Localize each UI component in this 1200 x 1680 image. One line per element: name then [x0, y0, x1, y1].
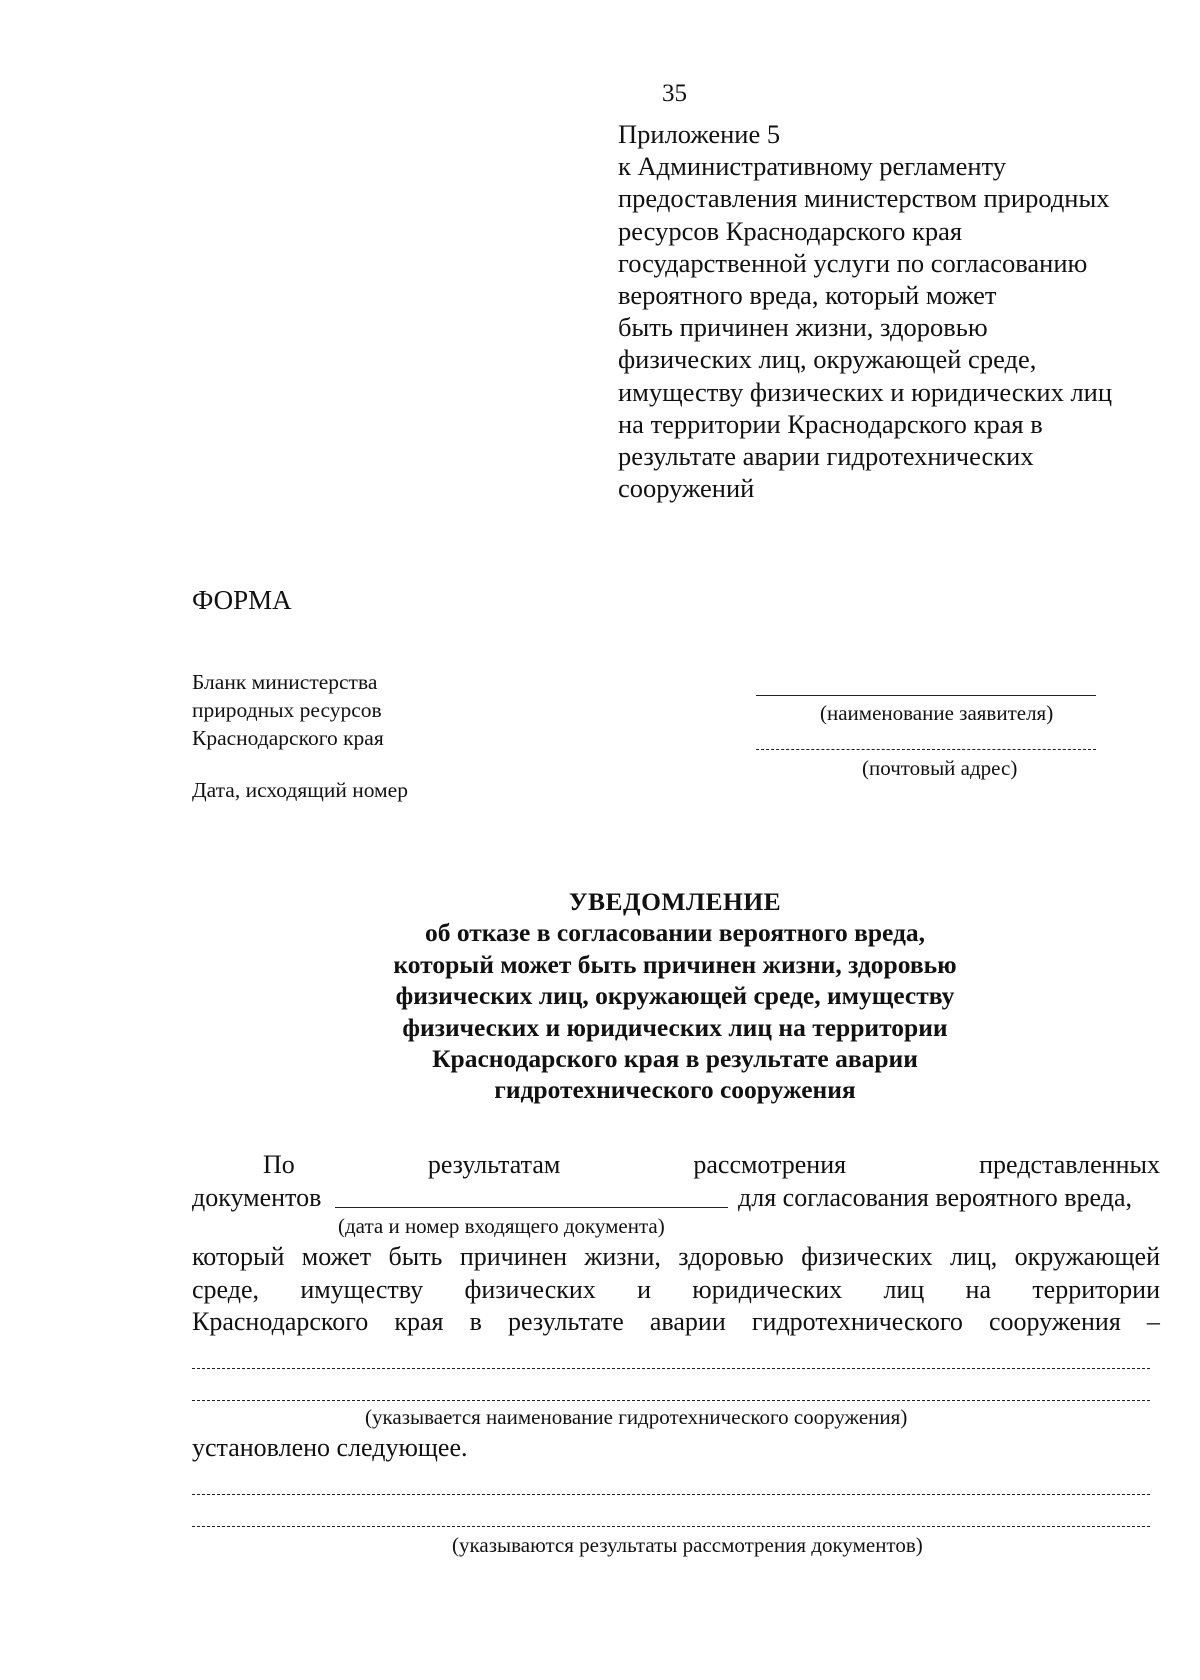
body-word: – — [1146, 1307, 1160, 1336]
body-word: лиц, — [949, 1242, 998, 1271]
body-word: результате — [508, 1307, 624, 1336]
body-word: физических — [464, 1275, 596, 1304]
body-word: края — [394, 1307, 444, 1336]
results-caption: (указываются результаты рассмотрения документов) — [452, 1533, 923, 1557]
notice-title-line: который может быть причинен жизни, здоровью — [393, 949, 957, 979]
body-word: юридических — [692, 1275, 843, 1304]
incoming-document-line — [335, 1207, 728, 1208]
notice-title-line: Краснодарского края в результате аварии — [432, 1044, 918, 1074]
date-outgoing-number: Дата, исходящий номер — [192, 778, 408, 802]
body-word: гидротехнического — [751, 1307, 963, 1336]
incoming-document-caption: (дата и номер входящего документа) — [338, 1214, 665, 1238]
appendix-line: физических лиц, окружающей среде, — [618, 344, 1037, 375]
appendix-line: быть причинен жизни, здоровью — [618, 312, 988, 343]
appendix-line: ресурсов Краснодарского края — [618, 215, 963, 246]
body-line-4 — [192, 1275, 1160, 1307]
ministry-blank — [192, 668, 384, 752]
structure-name-line — [192, 1400, 1150, 1401]
body-word: на — [965, 1275, 992, 1304]
ministry-blank-line: Бланк министерства — [192, 670, 378, 694]
body-word: физических — [801, 1242, 933, 1271]
notice-title-line: гидротехнического сооружения — [494, 1075, 856, 1105]
documents-tail: для согласования вероятного вреда, — [738, 1183, 1133, 1212]
body-word: окружающей — [1014, 1242, 1160, 1271]
body-word: представленных — [979, 1150, 1160, 1179]
notice-title-line: физических и юридических лиц на территории — [402, 1012, 948, 1042]
appendix-line: предоставления министерством природных — [618, 183, 1110, 214]
postal-address-line — [756, 749, 1096, 750]
ministry-blank-line: природных ресурсов — [192, 698, 382, 722]
body-word: результатам — [427, 1150, 561, 1179]
results-line — [192, 1494, 1150, 1495]
documents-label: документов — [192, 1183, 322, 1212]
body-word: быть — [388, 1242, 443, 1271]
body-word: территории — [1032, 1275, 1160, 1304]
body-word: лиц — [883, 1275, 925, 1304]
notice-heading: УВЕДОМЛЕНИЕ — [568, 887, 782, 916]
body-word: причинен — [459, 1242, 567, 1271]
body-word: сооружения — [988, 1307, 1121, 1336]
structure-name-caption: (указывается наименование гидротехнического сооружения) — [365, 1405, 908, 1429]
appendix-line: Приложение 5 — [618, 119, 781, 149]
appendix-block — [618, 118, 1112, 504]
postal-address-caption: (почтовый адрес) — [862, 756, 1018, 780]
appendix-line: вероятного вреда, который может — [618, 280, 997, 311]
appendix-line: государственной услуги по согласованию — [618, 247, 1088, 278]
body-line-5 — [192, 1307, 1160, 1339]
applicant-name-line — [756, 695, 1096, 696]
notice-title-line: об отказе в согласовании вероятного вреда, — [424, 918, 926, 948]
body-word: и — [637, 1275, 651, 1304]
body-word: среде, — [192, 1275, 260, 1304]
established-text: установлено следующее. — [192, 1433, 468, 1462]
form-label: ФОРМА — [192, 585, 292, 615]
ministry-blank-line: Краснодарского края — [192, 726, 384, 750]
body-line-1 — [263, 1150, 1160, 1182]
body-word: может — [301, 1242, 372, 1271]
body-word: Краснодарского — [192, 1307, 369, 1336]
structure-name-line — [192, 1368, 1150, 1369]
appendix-line: сооружений — [618, 473, 755, 504]
body-word: жизни, — [584, 1242, 661, 1271]
notice-title — [280, 886, 1070, 1106]
appendix-line: результате аварии гидротехнических — [618, 441, 1034, 472]
appendix-line: на территории Краснодарского края в — [618, 408, 1043, 439]
body-word: По — [263, 1150, 295, 1179]
body-word: здоровью — [678, 1242, 784, 1271]
results-line — [192, 1526, 1150, 1527]
body-word: рассмотрения — [693, 1150, 847, 1179]
body-line-3 — [192, 1242, 1160, 1274]
appendix-line: к Административному регламенту — [618, 151, 1006, 182]
page-number: 35 — [662, 80, 687, 107]
body-word: в — [469, 1307, 482, 1336]
notice-title-line: физических лиц, окружающей среде, имуществу — [395, 981, 955, 1011]
body-word: который — [192, 1242, 285, 1271]
body-word: имуществу — [300, 1275, 424, 1304]
applicant-name-caption: (наименование заявителя) — [820, 701, 1054, 725]
body-word: аварии — [649, 1307, 726, 1336]
appendix-line: имуществу физических и юридических лиц — [618, 376, 1113, 407]
